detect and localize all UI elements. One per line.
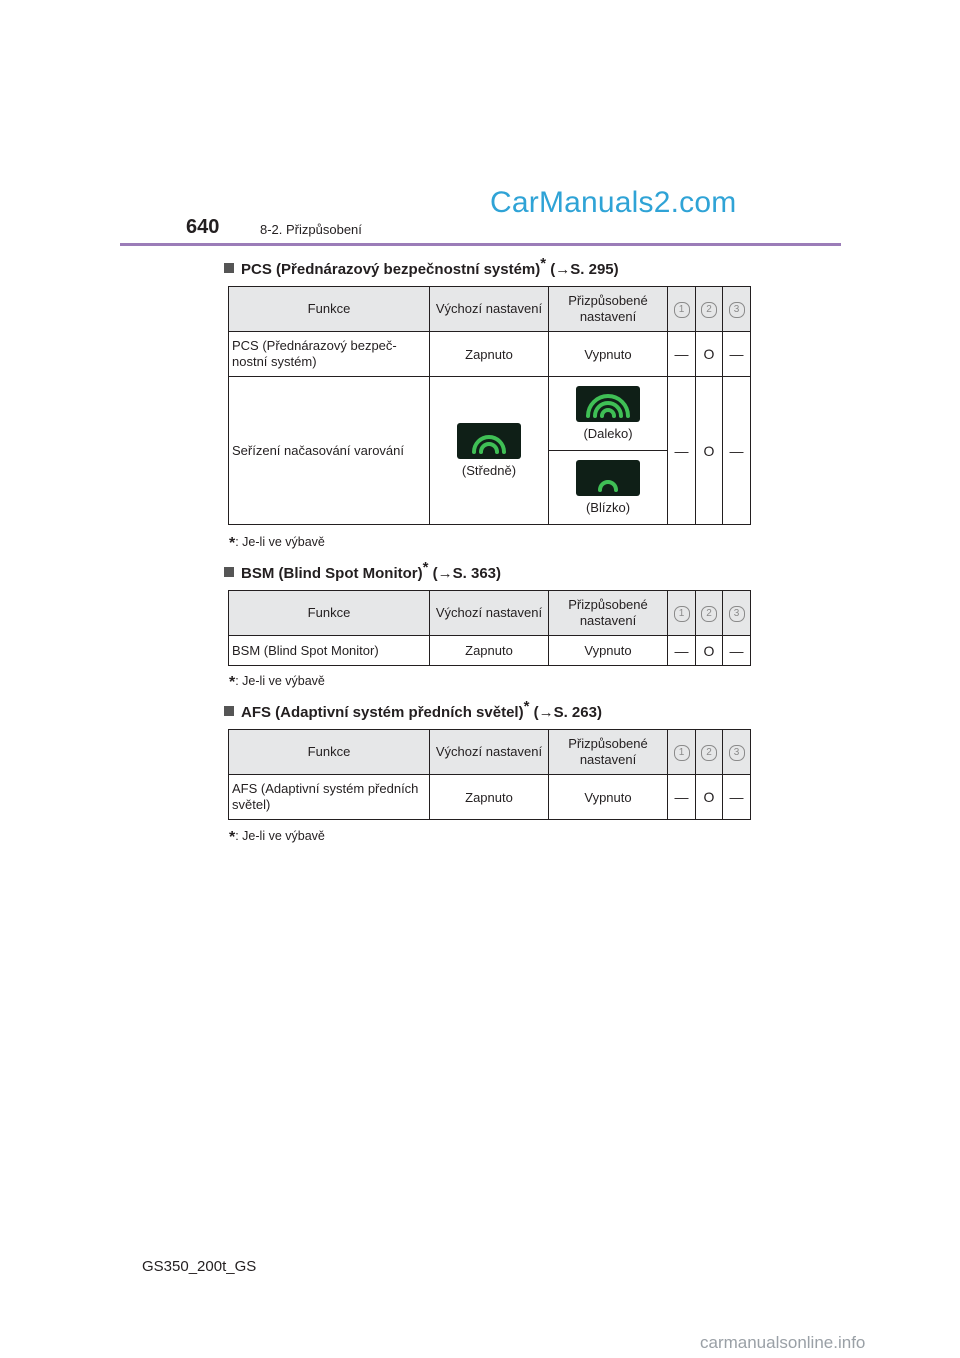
table-header-row: [229, 591, 751, 636]
col-3: [723, 287, 751, 332]
radar-far-icon: [576, 386, 640, 422]
custom-cell-far: [549, 377, 668, 451]
bsm-settings-table: [228, 590, 751, 666]
watermark-carmanualsonline: carmanualsonline.info: [700, 1333, 866, 1352]
footnote-asterisk: *: [229, 674, 236, 691]
afs-page-ref[interactable]: (→S. 263): [533, 704, 602, 721]
pcs-page-ref[interactable]: (→S. 295): [550, 261, 619, 278]
bsm-footnote: [229, 674, 325, 692]
afs-settings-table: [228, 729, 751, 820]
default-cell: Zapnuto: [430, 636, 549, 666]
col-3: [723, 730, 751, 775]
mark-3: —: [723, 377, 751, 525]
number-2-icon: 2: [701, 606, 717, 622]
mark-2: O: [696, 332, 723, 377]
mark-3: —: [723, 332, 751, 377]
radar-far-caption: (Daleko): [583, 426, 633, 441]
number-1-icon: 1: [674, 606, 690, 622]
afs-footnote: [229, 829, 325, 847]
radar-mid-caption: (Středně): [461, 463, 517, 478]
radar-near-caption: (Blízko): [585, 500, 631, 515]
mark-3: —: [723, 775, 751, 820]
default-cell: Zapnuto: [430, 332, 549, 377]
number-1-icon: 1: [674, 302, 690, 318]
number-2-icon: 2: [701, 745, 717, 761]
table-row: [229, 377, 751, 451]
section-title: 8-2. Přizpůsobení: [260, 222, 362, 237]
mark-1: —: [668, 636, 696, 666]
function-cell: BSM (Blind Spot Monitor): [229, 636, 430, 666]
footnote-asterisk: *: [229, 535, 236, 552]
col-function: Funkce: [229, 730, 430, 775]
col-1: [668, 730, 696, 775]
footer-model: GS350_200t_GS: [142, 1258, 257, 1275]
mark-2: O: [696, 636, 723, 666]
afs-asterisk: *: [523, 698, 530, 715]
mark-1: —: [668, 775, 696, 820]
pcs-asterisk: *: [540, 255, 547, 272]
function-cell: PCS (Přednárazový bezpeč-nostní systém): [229, 332, 430, 377]
function-cell: AFS (Adaptivní systém předních světel): [229, 775, 430, 820]
bsm-heading: [224, 559, 501, 582]
bsm-page-ref[interactable]: (→S. 363): [432, 565, 502, 582]
pcs-settings-table: [228, 286, 751, 525]
table-row: [229, 775, 751, 820]
footnote-text: : Je-li ve výbavě: [235, 674, 325, 688]
col-1: [668, 591, 696, 636]
custom-cell: Vypnuto: [549, 636, 668, 666]
custom-cell-near: [549, 451, 668, 525]
number-3-icon: 3: [729, 302, 745, 318]
afs-heading-text: AFS (Adaptivní systém předních světel): [241, 704, 524, 721]
custom-cell: Vypnuto: [549, 775, 668, 820]
table-row: [229, 332, 751, 377]
col-default: Výchozí nastavení: [430, 287, 549, 332]
table-row: [229, 636, 751, 666]
col-2: [696, 287, 723, 332]
number-3-icon: 3: [729, 606, 745, 622]
radar-near-icon: [576, 460, 640, 496]
col-1: [668, 287, 696, 332]
page-number: 640: [186, 216, 220, 238]
afs-heading: [224, 698, 602, 721]
mark-1: —: [668, 332, 696, 377]
table-header-row: [229, 287, 751, 332]
bsm-heading-text: BSM (Blind Spot Monitor): [241, 565, 423, 582]
col-default: Výchozí nastavení: [430, 591, 549, 636]
col-function: Funkce: [229, 591, 430, 636]
pcs-footnote: [229, 535, 325, 553]
radar-mid-icon: [457, 423, 521, 459]
col-2: [696, 591, 723, 636]
square-bullet-icon: [224, 706, 234, 716]
watermark-carmanuals: CarManuals2.com: [490, 186, 737, 219]
number-3-icon: 3: [729, 745, 745, 761]
number-2-icon: 2: [701, 302, 717, 318]
mark-2: O: [696, 377, 723, 525]
col-function: Funkce: [229, 287, 430, 332]
footnote-asterisk: *: [229, 829, 236, 846]
mark-3: —: [723, 636, 751, 666]
bsm-asterisk: *: [422, 559, 429, 576]
pcs-heading-text: PCS (Přednárazový bezpečnostní systém): [241, 261, 541, 278]
square-bullet-icon: [224, 567, 234, 577]
default-cell: [430, 377, 549, 525]
col-custom: Přizpůsobené nastavení: [549, 287, 668, 332]
table-header-row: [229, 730, 751, 775]
col-default: Výchozí nastavení: [430, 730, 549, 775]
footnote-text: : Je-li ve výbavě: [235, 535, 325, 549]
square-bullet-icon: [224, 263, 234, 273]
pcs-heading: [224, 255, 619, 278]
mark-1: —: [668, 377, 696, 525]
number-1-icon: 1: [674, 745, 690, 761]
custom-cell: Vypnuto: [549, 332, 668, 377]
default-cell: Zapnuto: [430, 775, 549, 820]
col-2: [696, 730, 723, 775]
function-cell: Seřízení načasování varování: [229, 377, 430, 525]
col-custom: Přizpůsobené nastavení: [549, 730, 668, 775]
mark-2: O: [696, 775, 723, 820]
header-rule: [120, 243, 841, 246]
col-custom: Přizpůsobené nastavení: [549, 591, 668, 636]
footnote-text: : Je-li ve výbavě: [235, 829, 325, 843]
col-3: [723, 591, 751, 636]
